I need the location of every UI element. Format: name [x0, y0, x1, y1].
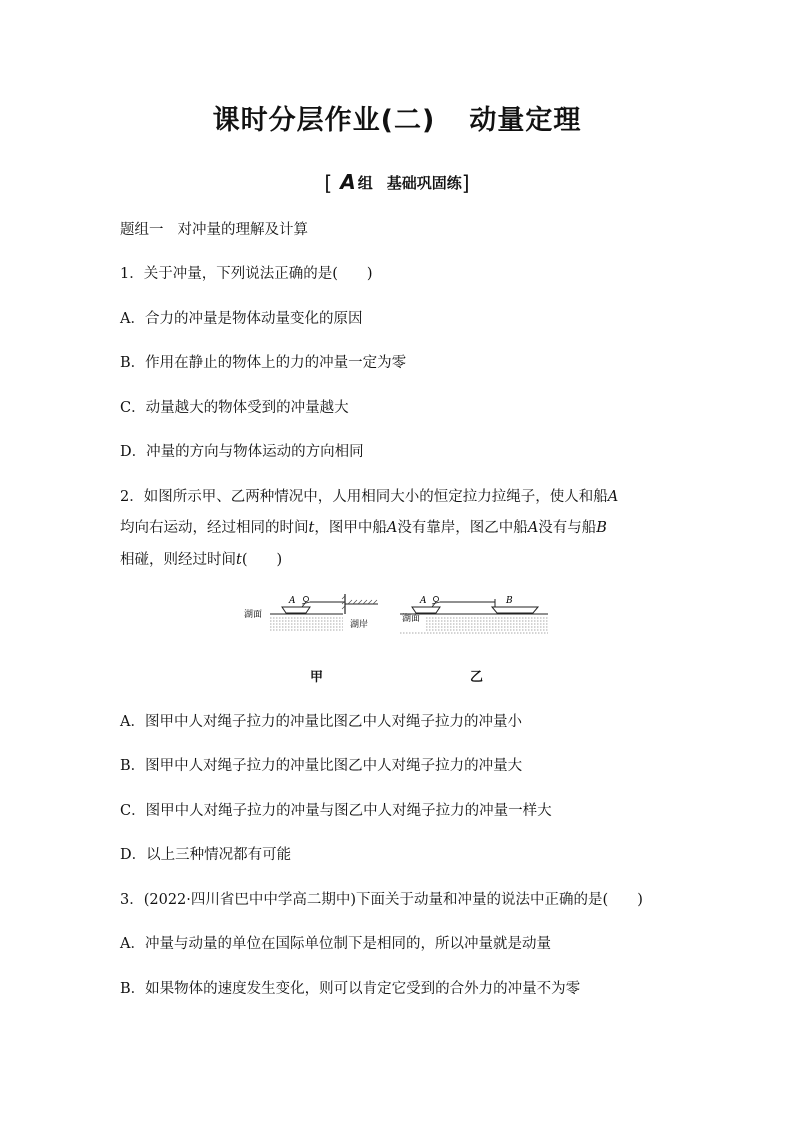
bracket-open: [	[324, 171, 333, 195]
group-header	[0, 170, 794, 195]
boat-b	[492, 607, 538, 613]
q2-stem-line3: 相碰，则经过时间t( )	[120, 552, 283, 568]
boat-a-label-left: A	[289, 596, 296, 606]
person-icon	[303, 596, 308, 601]
title-main: 课时分层作业(二)	[212, 105, 436, 136]
page-title	[0, 98, 794, 137]
q2-option-d: D．以上三种情况都有可能	[120, 847, 292, 863]
boat-figure	[240, 590, 550, 640]
group-suffix: 组	[357, 174, 373, 192]
q3-option-b: B．如果物体的速度发生变化，则可以肯定它受到的合外力的冲量不为零	[120, 981, 581, 997]
section-heading	[120, 218, 308, 239]
q1-option-c: C．动量越大的物体受到的冲量越大	[120, 400, 349, 416]
q2-option-b: B．图甲中人对绳子拉力的冲量比图乙中人对绳子拉力的冲量大	[120, 758, 523, 774]
q1-option-d: D．冲量的方向与物体运动的方向相同	[120, 444, 364, 460]
boat-a-left	[282, 607, 310, 613]
bracket-close: ]	[461, 171, 470, 195]
title-topic: 动量定理	[469, 105, 582, 136]
q2-stem-line1: 2．如图所示甲、乙两种情况中，人用相同大小的恒定拉力拉绳子，使人和船A	[120, 489, 619, 505]
q2-option-a: A．图甲中人对绳子拉力的冲量比图乙中人对绳子拉力的冲量小	[120, 714, 522, 730]
section-name: 对冲量的理解及计算	[177, 222, 308, 238]
q2-stem-line2: 均向右运动，经过相同的时间t，图甲中船A没有靠岸，图乙中船A没有与船B	[120, 520, 607, 536]
group-name: 基础巩固练	[386, 174, 462, 192]
boat-a-label-right: A	[420, 596, 427, 606]
group-letter: A	[340, 170, 356, 194]
figure-caption-jia: 甲	[310, 670, 324, 685]
q1-option-a: A．合力的冲量是物体动量变化的原因	[120, 311, 363, 327]
lake-label-1: 湖面	[244, 610, 263, 620]
q1-stem: 1．关于冲量，下列说法正确的是( )	[120, 266, 373, 282]
person-icon-2	[433, 596, 438, 601]
shore-label: 湖岸	[350, 620, 369, 630]
q3-stem: 3．(2022·四川省巴中中学高二期中)下面关于动量和冲量的说法中正确的是( )	[120, 892, 643, 908]
q2-option-c: C．图甲中人对绳子拉力的冲量与图乙中人对绳子拉力的冲量一样大	[120, 803, 552, 819]
section-label: 题组一	[120, 222, 164, 238]
q3-option-a: A．冲量与动量的单位在国际单位制下是相同的，所以冲量就是动量	[120, 936, 551, 952]
boat-b-label: B	[506, 596, 513, 606]
figure-caption-yi: 乙	[470, 670, 484, 685]
q1-option-b: B．作用在静止的物体上的力的冲量一定为零	[120, 355, 407, 371]
lake-label-2: 湖面	[402, 614, 421, 624]
boat-a-right	[412, 607, 440, 613]
